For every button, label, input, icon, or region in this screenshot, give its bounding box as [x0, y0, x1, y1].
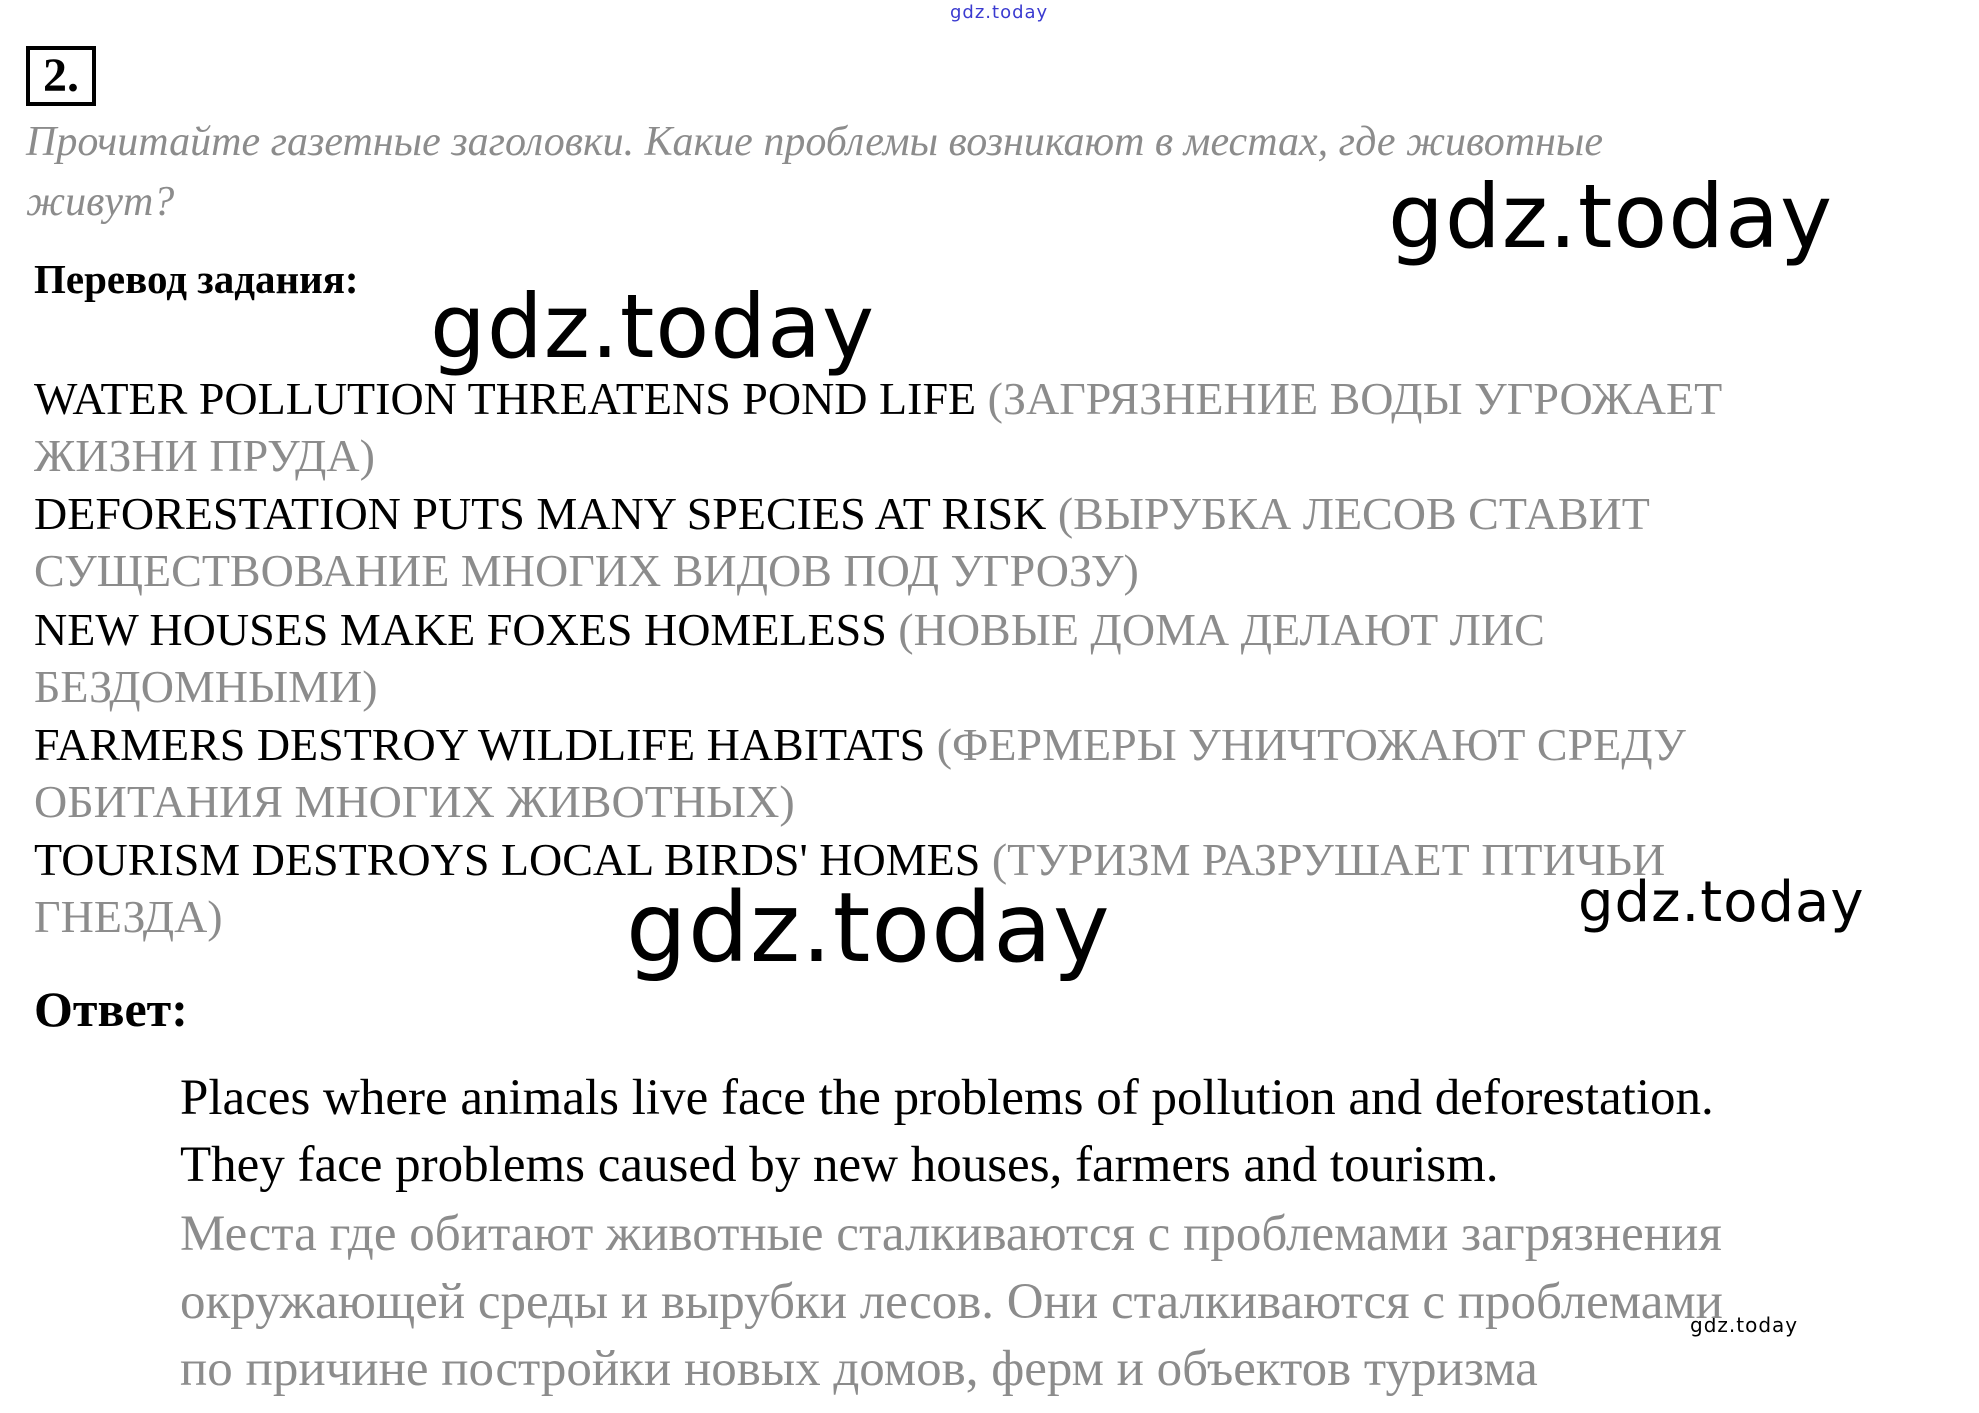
task-number: 2. — [26, 46, 96, 106]
answer-en-line-1: Places where animals live face the problems of pollution and deforestation. — [180, 1070, 1714, 1126]
answer-ru-line-1: Места где обитают животные сталкиваются с проблемами загрязнения — [180, 1206, 1722, 1262]
headline-2-ru-cont: СУЩЕСТВОВАНИЕ МНОГИХ ВИДОВ ПОД УГРОЗУ) — [34, 545, 1139, 596]
headline-3 — [34, 601, 1545, 658]
headline-1-ru-cont: ЖИЗНИ ПРУДА) — [34, 430, 375, 481]
headline-3-ru-cont: БЕЗДОМНЫМИ) — [34, 661, 378, 712]
watermark-bottom: gdz.today — [1690, 1313, 1799, 1337]
headline-4-ru: (ФЕРМЕРЫ УНИЧТОЖАЮТ СРЕДУ — [936, 719, 1686, 770]
headline-5-ru-cont: ГНЕЗДА) — [34, 891, 223, 942]
headline-4 — [34, 716, 1686, 773]
answer-ru-line-3: по причине постройки новых домов, ферм и объектов туризма — [180, 1341, 1538, 1397]
headline-4-ru-cont: ОБИТАНИЯ МНОГИХ ЖИВОТНЫХ) — [34, 776, 795, 827]
watermark-heading: gdz.today — [430, 275, 876, 378]
headline-3-ru: (НОВЫЕ ДОМА ДЕЛАЮТ ЛИС — [898, 604, 1545, 655]
headline-2-ru: (ВЫРУБКА ЛЕСОВ СТАВИТ — [1057, 488, 1650, 539]
task-prompt-line-2: живут? — [26, 179, 175, 225]
answer-en-line-2: They face problems caused by new houses, farmers and tourism. — [180, 1137, 1499, 1193]
watermark-top: gdz.today — [950, 2, 1049, 23]
headline-1-en: WATER POLLUTION THREATENS POND LIFE — [34, 373, 988, 424]
task-prompt-line-1: Прочитайте газетные заголовки. Какие проблемы возникают в местах, где животные — [26, 119, 1603, 165]
headline-1-ru: (ЗАГРЯЗНЕНИЕ ВОДЫ УГРОЖАЕТ — [987, 373, 1723, 424]
translation-heading: Перевод задания: — [34, 256, 359, 302]
watermark-center: gdz.today — [626, 872, 1111, 984]
answer-ru-line-2: окружающей среды и вырубки лесов. Они сталкиваются с проблемами — [180, 1274, 1723, 1330]
watermark-header-right: gdz.today — [1388, 165, 1834, 268]
headline-2-en: DEFORESTATION PUTS MANY SPECIES AT RISK — [34, 488, 1058, 539]
headline-5-en: TOURISM DESTROYS LOCAL BIRDS' HOMES — [34, 834, 992, 885]
headline-1 — [34, 370, 1722, 427]
watermark-right: gdz.today — [1578, 870, 1865, 935]
headline-4-en: FARMERS DESTROY WILDLIFE HABITATS — [34, 719, 937, 770]
headline-5 — [34, 831, 1665, 888]
headline-3-en: NEW HOUSES MAKE FOXES HOMELESS — [34, 604, 899, 655]
headline-2 — [34, 485, 1650, 542]
answer-heading: Ответ: — [34, 981, 188, 1037]
headline-5-ru: (ТУРИЗМ РАЗРУШАЕТ ПТИЧЬИ — [991, 834, 1666, 885]
